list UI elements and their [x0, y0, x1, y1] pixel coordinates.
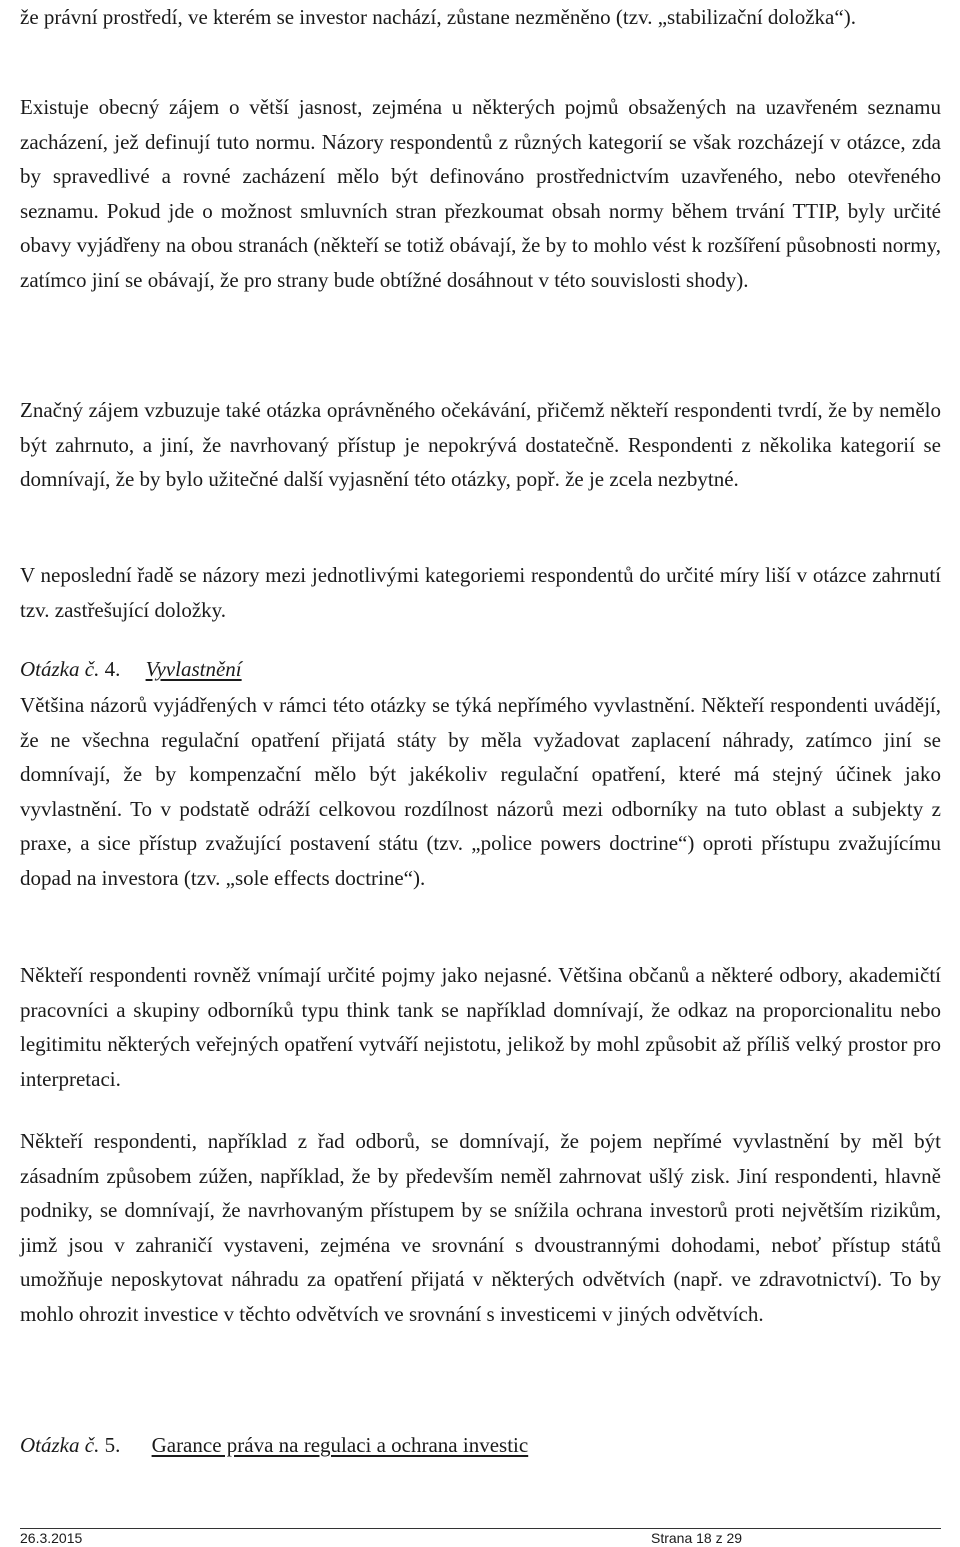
question-4-heading [20, 652, 242, 687]
paragraph-indirect-expropriation: Většina názorů vyjádřených v rámci této otázky se týká nepřímého vyvlastnění. Někteří respondenti uvádějí, že ne všechna regulační opatření přijatá státy by měla vyžadovat zaplacení náhrady, zatímco jiní se domnívají, že by kompenzační mělo být jakékoliv regulační opatření, které má stejný účinek jako vyvlastnění. To v podstatě odráží celkovou rozdílnost názorů mezi odborníky na tuto oblast a subjekty z praxe, a sice přístup zvažující postavení státu (tzv. „police powers doctrine“) oproti přístupu zvažujícímu dopad na investora (tzv. „sole effects doctrine“). [20, 693, 941, 890]
paragraph-umbrella-clause: V neposlední řadě se názory mezi jednotlivými kategoriemi respondentů do určité míry liší v otázce zahrnutí tzv. zastřešující doložky. [20, 563, 941, 622]
question-label: Otázka č. [20, 1433, 100, 1457]
question-title: Garance práva na regulaci a ochrana investic [151, 1433, 529, 1457]
paragraph-legitimate-expectation: Značný zájem vzbuzuje také otázka oprávněného očekávání, přičemž někteří respondenti tvrdí, že by nemělo být zahrnuto, a jiní, že navrhovaný přístup je nepokrývá dostatečně. Respondenti z několika kategorií se domnívají, že by bylo užitečné další vyjasnění této otázky, popř. že je zcela nezbytné. [20, 398, 941, 492]
footer-date: 26.3.2015 [20, 1530, 83, 1546]
footer-divider [20, 1528, 941, 1529]
question-number: 4. [104, 657, 121, 681]
question-5-heading [20, 1428, 528, 1463]
paragraph-stabilization-clause: že právní prostředí, ve kterém se investor nachází, zůstane nezměněno (tzv. „stabilizační doložka“). [20, 5, 856, 29]
question-label: Otázka č. [20, 657, 100, 681]
paragraph-unclear-terms: Někteří respondenti rovněž vnímají určité pojmy jako nejasné. Většina občanů a některé odbory, akademičtí pracovníci a skupiny odborníků typu think tank se například domnívají, že odkaz na proporcionalitu nebo legitimitu některých veřejných opatření vytváří nejistotu, jelikož by mohl způsobit až příliš velký prostor pro interpretaci. [20, 963, 941, 1091]
question-title: Vyvlastnění [145, 657, 242, 681]
question-number: 5. [104, 1433, 121, 1457]
page-footer [20, 1530, 941, 1547]
footer-page-number: Strana 18 z 29 [651, 1530, 743, 1546]
paragraph-narrowing-concept: Někteří respondenti, například z řad odborů, se domnívají, že pojem nepřímé vyvlastnění by měl být zásadním způsobem zúžen, například, že by především neměl zahrnovat ušlý zisk. Jiní respondenti, hlavně podniky, se domnívají, že navrhovaným přístupem by se snížila ochrana investorů proti největším rizikům, jimž jsou v zahraničí vystaveni, zejména ve srovnání s dvoustrannými dohodami, neboť přístup států umožňuje neposkytovat náhradu za opatření přijatá v některých odvětvích (např. ve zdravotnictví). To by mohlo ohrozit investice v těchto odvětvích ve srovnání s investicemi v jiných odvětvích. [20, 1129, 941, 1326]
paragraph-clarity-interest: Existuje obecný zájem o větší jasnost, zejména u některých pojmů obsažených na uzavřeném seznamu zacházení, jež definují tuto normu. Názory respondentů z různých kategorií se však rozcházejí v otázce, zda by spravedlivé a rovné zacházení mělo být definováno prostřednictvím uzavřeného, nebo otevřeného seznamu. Pokud jde o možnost smluvních stran přezkoumat obsah normy během trvání TTIP, byly určité obavy vyjádřeny na obou stranách (někteří se totiž obávají, že by to mohlo vést k rozšíření působnosti normy, zatímco jiní se obávají, že pro strany bude obtížné dosáhnout v této souvislosti shody). [20, 95, 941, 292]
